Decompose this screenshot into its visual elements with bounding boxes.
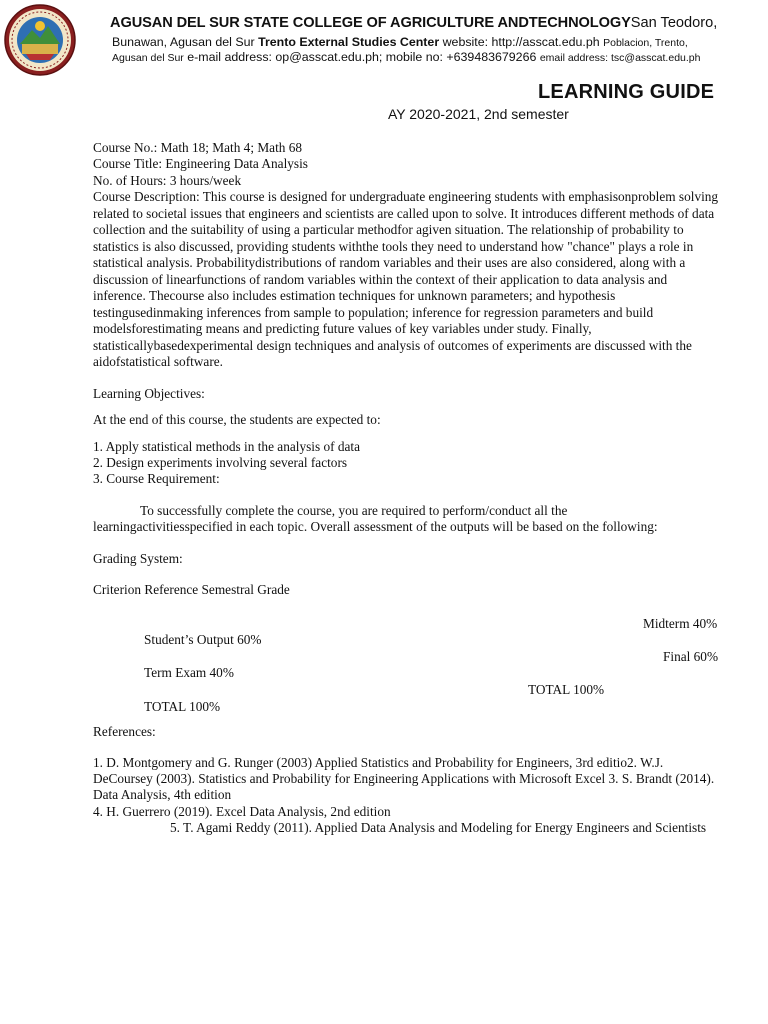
course-number: Course No.: Math 18; Math 4; Math 68 bbox=[93, 140, 303, 155]
address-part-3: Poblacion, Trento, bbox=[603, 37, 688, 49]
description-line: discussion of linearfunctions of random variables within the context of their application to data analysis and bbox=[93, 271, 668, 287]
course-title: Course Title: Engineering Data Analysis bbox=[93, 156, 308, 171]
header-line-2 bbox=[112, 35, 688, 49]
academic-year: AY 2020-2021, 2nd semester bbox=[388, 106, 569, 122]
email-mobile: e-mail address: op@asscat.edu.ph; mobile no: +639483679266 bbox=[187, 50, 537, 64]
description-line: statistical analysis. Probabilitydistributions of random variables and their uses are also considered, along with a bbox=[93, 255, 686, 270]
description-line: aidofstatistical software. bbox=[93, 354, 223, 369]
course-hours: No. of Hours: 3 hours/week bbox=[93, 173, 242, 188]
email-address: email address: tsc@asscat.edu.ph bbox=[539, 52, 701, 64]
college-name: AGUSAN DEL SUR STATE COLLEGE OF AGRICULTURE ANDTECHNOLOGY bbox=[110, 15, 631, 31]
address-part-1: San Teodoro, bbox=[630, 15, 718, 31]
reference-line: 5. T. Agami Reddy (2011). Applied Data Analysis and Modeling for Energy Engineers and Scientists bbox=[170, 820, 707, 835]
document-title: LEARNING GUIDE bbox=[538, 81, 715, 103]
grade-total-left: TOTAL 100% bbox=[144, 699, 221, 714]
reference-line: DeCoursey (2003). Statistics and Probability for Engineering Applications with Microsoft Excel 3. S. Brandt (2014). bbox=[93, 771, 715, 786]
objective-item: 3. Course Requirement: bbox=[93, 471, 220, 486]
description-line: testingusedinmaking inferences from sample to population; inference for regression parameters and build bbox=[93, 304, 654, 320]
reference-line: 4. H. Guerrero (2019). Excel Data Analysis, 2nd edition bbox=[93, 804, 391, 819]
references-heading: References: bbox=[93, 724, 156, 739]
grading-criterion: Criterion Reference Semestral Grade bbox=[93, 582, 290, 597]
course-description bbox=[93, 189, 765, 371]
requirement-line-2: learningactivitiesspecified in each topic. Overall assessment of the outputs will be based on the following: bbox=[93, 519, 658, 534]
website-label: website: http://asscat.edu.ph bbox=[442, 35, 600, 49]
line3-part-1: Agusan del Sur bbox=[112, 52, 184, 64]
objective-item: 1. Apply statistical methods in the analysis of data bbox=[93, 439, 361, 454]
grade-midterm: Midterm 40% bbox=[643, 616, 718, 631]
center-name: Trento External Studies Center bbox=[258, 35, 440, 49]
requirement-line-1: To successfully complete the course, you are required to perform/conduct all the bbox=[140, 503, 568, 518]
objectives-heading: Learning Objectives: bbox=[93, 386, 205, 401]
grade-final: Final 60% bbox=[663, 649, 719, 664]
grade-term-exam: Term Exam 40% bbox=[144, 665, 234, 680]
objectives-intro: At the end of this course, the students are expected to: bbox=[93, 412, 381, 427]
college-seal-logo bbox=[4, 4, 76, 76]
header-line-3 bbox=[112, 50, 700, 64]
reference-line: 1. D. Montgomery and G. Runger (2003) Applied Statistics and Probability for Engineers, 3rd editio2. W.J. bbox=[93, 755, 664, 770]
grade-students-output: Student’s Output 60% bbox=[144, 632, 262, 647]
reference-line: Data Analysis, 4th edition bbox=[93, 787, 232, 802]
grade-total-right: TOTAL 100% bbox=[528, 682, 605, 697]
description-line: collection and the suitability of using a particular methodfor agiven situation. The relationship of probability to bbox=[93, 222, 684, 237]
grading-heading: Grading System: bbox=[93, 551, 183, 566]
description-line: statistics is also discussed, providing students withthe tools they need to understand how "chance" plays a role in bbox=[93, 238, 694, 254]
description-line: modelsforestimating means and predicting future values of key variables under study. Finally, bbox=[93, 321, 592, 336]
description-line: Course Description: This course is designed for undergraduate engineering students with emphasisonproblem solving bbox=[93, 189, 719, 204]
objective-item: 2. Design experiments involving several factors bbox=[93, 455, 348, 470]
description-line: related to societal issues that engineers and scientists are called upon to solve. It introduces different methods of data bbox=[93, 205, 715, 221]
description-line: inference. Thecourse also includes estimation techniques for unknown parameters; and hypothesis bbox=[93, 288, 616, 303]
address-part-2: Bunawan, Agusan del Sur bbox=[112, 35, 255, 49]
description-line: statisticallybasedexperimental design techniques and analysis of outcomes of experiments are discussed with the bbox=[93, 337, 692, 353]
header-line-1 bbox=[110, 15, 717, 31]
